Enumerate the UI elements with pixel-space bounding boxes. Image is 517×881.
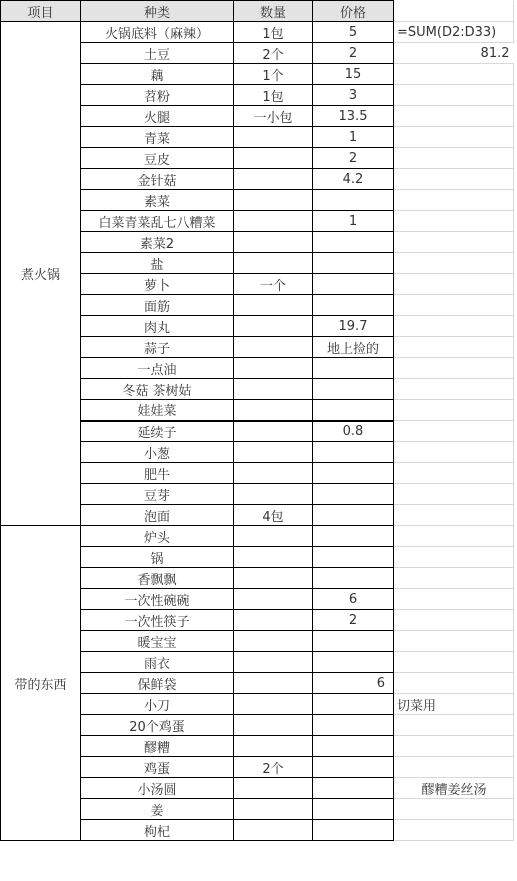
qty-cell[interactable]: [234, 316, 313, 337]
header-price[interactable]: 价格: [313, 1, 394, 22]
empty-cell[interactable]: [394, 64, 514, 85]
empty-cell[interactable]: [394, 757, 514, 778]
kind-cell[interactable]: 肉丸: [81, 316, 234, 337]
qty-cell[interactable]: [234, 568, 313, 589]
kind-cell[interactable]: 雨衣: [81, 652, 234, 673]
price-cell[interactable]: 0.8: [313, 421, 394, 442]
price-cell[interactable]: 19.7: [313, 316, 394, 337]
price-cell[interactable]: 5: [313, 22, 394, 43]
qty-cell[interactable]: 2个: [234, 43, 313, 64]
price-cell[interactable]: 地上捡的: [313, 337, 394, 358]
qty-cell[interactable]: [234, 400, 313, 421]
group-label[interactable]: 煮火锅: [1, 22, 81, 526]
qty-cell[interactable]: [234, 778, 313, 799]
price-cell[interactable]: [313, 190, 394, 211]
empty-cell[interactable]: [394, 568, 514, 589]
price-cell[interactable]: 6: [313, 589, 394, 610]
empty-cell[interactable]: [394, 211, 514, 232]
empty-cell[interactable]: [394, 400, 514, 421]
qty-cell[interactable]: [234, 169, 313, 190]
empty-cell[interactable]: [394, 337, 514, 358]
note-soup-cell[interactable]: 醪糟姜丝汤: [394, 778, 514, 799]
price-cell[interactable]: 6: [313, 673, 394, 694]
qty-cell[interactable]: [234, 148, 313, 169]
price-cell[interactable]: [313, 484, 394, 505]
kind-cell[interactable]: 白菜青菜乱七八糟菜: [81, 211, 234, 232]
price-cell[interactable]: [313, 799, 394, 820]
kind-cell[interactable]: 小刀: [81, 694, 234, 715]
kind-cell[interactable]: 鸡蛋: [81, 757, 234, 778]
header-kind[interactable]: 种类: [81, 1, 234, 22]
empty-cell[interactable]: [394, 442, 514, 463]
qty-cell[interactable]: [234, 190, 313, 211]
kind-cell[interactable]: 姜: [81, 799, 234, 820]
kind-cell[interactable]: 火腿: [81, 106, 234, 127]
price-cell[interactable]: [313, 694, 394, 715]
empty-cell[interactable]: [394, 610, 514, 631]
empty-cell[interactable]: [394, 1, 514, 22]
kind-cell[interactable]: 蒜子: [81, 337, 234, 358]
kind-cell[interactable]: 小葱: [81, 442, 234, 463]
header-qty[interactable]: 数量: [234, 1, 313, 22]
kind-cell[interactable]: 小汤圆: [81, 778, 234, 799]
total-cell[interactable]: 81.2: [394, 43, 514, 64]
kind-cell[interactable]: 暖宝宝: [81, 631, 234, 652]
qty-cell[interactable]: [234, 358, 313, 379]
price-cell[interactable]: [313, 568, 394, 589]
price-cell[interactable]: 4.2: [313, 169, 394, 190]
kind-cell[interactable]: 炉头: [81, 526, 234, 547]
empty-cell[interactable]: [394, 799, 514, 820]
kind-cell[interactable]: 肥牛: [81, 463, 234, 484]
empty-cell[interactable]: [394, 505, 514, 526]
empty-cell[interactable]: [394, 463, 514, 484]
kind-cell[interactable]: 素菜2: [81, 232, 234, 253]
kind-cell[interactable]: 锅: [81, 547, 234, 568]
kind-cell[interactable]: 保鲜袋: [81, 673, 234, 694]
price-cell[interactable]: 15: [313, 64, 394, 85]
price-cell[interactable]: [313, 400, 394, 421]
empty-cell[interactable]: [394, 85, 514, 106]
empty-cell[interactable]: [394, 631, 514, 652]
empty-cell[interactable]: [394, 736, 514, 757]
kind-cell[interactable]: 素菜: [81, 190, 234, 211]
qty-cell[interactable]: 1包: [234, 22, 313, 43]
empty-cell[interactable]: [394, 316, 514, 337]
price-cell[interactable]: [313, 442, 394, 463]
qty-cell[interactable]: 2个: [234, 757, 313, 778]
qty-cell[interactable]: [234, 211, 313, 232]
price-cell[interactable]: 1: [313, 127, 394, 148]
kind-cell[interactable]: 萝卜: [81, 274, 234, 295]
price-cell[interactable]: [313, 547, 394, 568]
kind-cell[interactable]: 香飘飘: [81, 568, 234, 589]
kind-cell[interactable]: 豆芽: [81, 484, 234, 505]
empty-cell[interactable]: [394, 652, 514, 673]
empty-cell[interactable]: [394, 148, 514, 169]
kind-cell[interactable]: 面筋: [81, 295, 234, 316]
empty-cell[interactable]: [394, 253, 514, 274]
price-cell[interactable]: [313, 274, 394, 295]
empty-cell[interactable]: [394, 484, 514, 505]
qty-cell[interactable]: [234, 484, 313, 505]
price-cell[interactable]: [313, 820, 394, 841]
kind-cell[interactable]: 枸杞: [81, 820, 234, 841]
qty-cell[interactable]: [234, 610, 313, 631]
empty-cell[interactable]: [394, 589, 514, 610]
empty-cell[interactable]: [394, 715, 514, 736]
header-row: [1, 1, 514, 22]
empty-cell[interactable]: [394, 232, 514, 253]
empty-cell[interactable]: [394, 547, 514, 568]
price-cell[interactable]: [313, 736, 394, 757]
empty-cell[interactable]: [394, 190, 514, 211]
qty-cell[interactable]: [234, 694, 313, 715]
price-cell[interactable]: 2: [313, 610, 394, 631]
empty-cell[interactable]: [394, 295, 514, 316]
qty-cell[interactable]: [234, 631, 313, 652]
qty-cell[interactable]: [234, 526, 313, 547]
price-cell[interactable]: 1: [313, 211, 394, 232]
empty-cell[interactable]: [394, 106, 514, 127]
empty-cell[interactable]: [394, 358, 514, 379]
qty-cell[interactable]: [234, 253, 313, 274]
qty-cell[interactable]: [234, 421, 313, 442]
empty-cell[interactable]: [394, 169, 514, 190]
empty-cell[interactable]: [394, 526, 514, 547]
price-cell[interactable]: [313, 526, 394, 547]
group-label[interactable]: 带的东西: [1, 526, 81, 841]
price-cell[interactable]: [313, 463, 394, 484]
kind-cell[interactable]: 藕: [81, 64, 234, 85]
kind-cell[interactable]: 金针菇: [81, 169, 234, 190]
qty-cell[interactable]: [234, 337, 313, 358]
price-cell[interactable]: [313, 232, 394, 253]
empty-cell[interactable]: [394, 127, 514, 148]
kind-cell[interactable]: 火锅底料（麻辣）: [81, 22, 234, 43]
qty-cell[interactable]: [234, 547, 313, 568]
qty-cell[interactable]: [234, 715, 313, 736]
price-cell[interactable]: 13.5: [313, 106, 394, 127]
kind-cell[interactable]: 青菜: [81, 127, 234, 148]
qty-cell[interactable]: 一个: [234, 274, 313, 295]
kind-cell[interactable]: 娃娃菜: [81, 400, 234, 421]
qty-cell[interactable]: [234, 295, 313, 316]
qty-cell[interactable]: [234, 652, 313, 673]
header-item[interactable]: 项目: [1, 1, 81, 22]
price-cell[interactable]: 2: [313, 43, 394, 64]
price-cell[interactable]: 2: [313, 148, 394, 169]
qty-cell[interactable]: [234, 589, 313, 610]
kind-cell[interactable]: 一点油: [81, 358, 234, 379]
price-cell[interactable]: [313, 358, 394, 379]
qty-cell[interactable]: [234, 379, 313, 400]
price-cell[interactable]: [313, 715, 394, 736]
kind-cell[interactable]: 泡面: [81, 505, 234, 526]
qty-cell[interactable]: [234, 736, 313, 757]
note-knife-cell[interactable]: 切菜用: [394, 694, 514, 715]
empty-cell[interactable]: [394, 820, 514, 841]
price-cell[interactable]: [313, 253, 394, 274]
qty-cell[interactable]: [234, 127, 313, 148]
empty-cell[interactable]: [394, 274, 514, 295]
price-cell[interactable]: [313, 505, 394, 526]
kind-cell[interactable]: 20个鸡蛋: [81, 715, 234, 736]
qty-cell[interactable]: 4包: [234, 505, 313, 526]
qty-cell[interactable]: [234, 232, 313, 253]
price-cell[interactable]: [313, 757, 394, 778]
qty-cell[interactable]: [234, 820, 313, 841]
price-cell[interactable]: [313, 379, 394, 400]
kind-cell[interactable]: 延续子: [81, 421, 234, 442]
qty-cell[interactable]: 1包: [234, 85, 313, 106]
empty-cell[interactable]: [394, 673, 514, 694]
price-cell[interactable]: [313, 778, 394, 799]
formula-cell[interactable]: =SUM(D2:D33): [394, 22, 514, 43]
qty-cell[interactable]: 一小包: [234, 106, 313, 127]
empty-cell[interactable]: [394, 421, 514, 442]
kind-cell[interactable]: 苕粉: [81, 85, 234, 106]
qty-cell[interactable]: [234, 463, 313, 484]
table-row: [1, 22, 514, 43]
kind-cell[interactable]: 醪糟: [81, 736, 234, 757]
kind-cell[interactable]: 一次性碗碗: [81, 589, 234, 610]
kind-cell[interactable]: 豆皮: [81, 148, 234, 169]
empty-cell[interactable]: [394, 379, 514, 400]
qty-cell[interactable]: [234, 673, 313, 694]
kind-cell[interactable]: 土豆: [81, 43, 234, 64]
price-cell[interactable]: 3: [313, 85, 394, 106]
price-cell[interactable]: [313, 631, 394, 652]
qty-cell[interactable]: [234, 442, 313, 463]
table-row: [1, 526, 514, 547]
price-cell[interactable]: [313, 295, 394, 316]
qty-cell[interactable]: [234, 799, 313, 820]
qty-cell[interactable]: 1个: [234, 64, 313, 85]
price-cell[interactable]: [313, 652, 394, 673]
kind-cell[interactable]: 一次性筷子: [81, 610, 234, 631]
kind-cell[interactable]: 盐: [81, 253, 234, 274]
kind-cell[interactable]: 冬菇 茶树姑: [81, 379, 234, 400]
